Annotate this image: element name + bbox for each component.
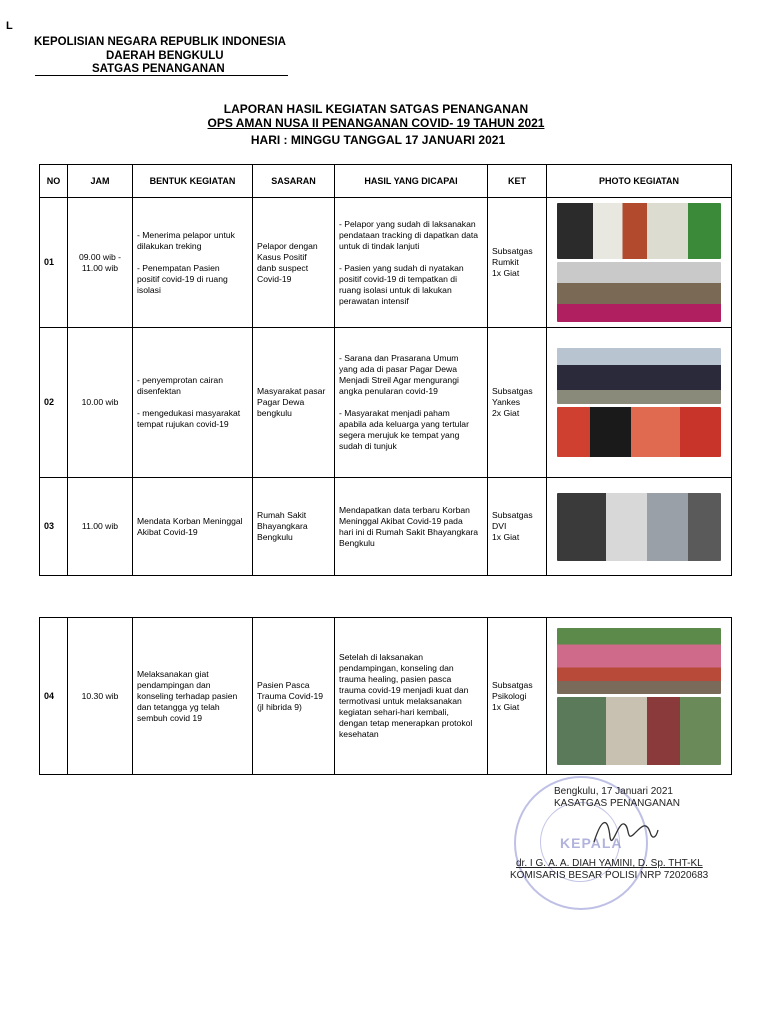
col-header-photo: PHOTO KEGIATAN bbox=[547, 165, 732, 198]
row-hasil: Setelah di laksanakan pendampingan, konseling dan trauma healing, pasien pasca trauma covid-19 menjadi kuat dan termotivasi untuk melaksanakan kegiatan sehari-hari kembali, dengan tetap menerapkan protokol kesehatan bbox=[335, 618, 488, 775]
activity-photo bbox=[557, 348, 721, 404]
col-header-hasil: HASIL YANG DICAPAI bbox=[335, 165, 488, 198]
row-hasil: Mendapatkan data terbaru Korban Meninggal Akibat Covid-19 pada hari ini di Rumah Sakit Bhayangkara Bengkulu bbox=[335, 478, 488, 576]
row-ket: Subsatgas Psikologi 1x Giat bbox=[488, 618, 547, 775]
activity-table-continued bbox=[39, 617, 732, 775]
activity-photo bbox=[557, 262, 721, 322]
col-header-bentuk: BENTUK KEGIATAN bbox=[133, 165, 253, 198]
row-bentuk: Mendata Korban Meninggal Akibat Covid-19 bbox=[133, 478, 253, 576]
col-header-no: NO bbox=[40, 165, 68, 198]
col-header-ket: KET bbox=[488, 165, 547, 198]
activity-photo bbox=[557, 628, 721, 694]
table-row bbox=[40, 478, 732, 576]
row-bentuk: - penyemprotan cairan disenfektan - mengedukasi masyarakat tempat rujukan covid-19 bbox=[133, 328, 253, 478]
activity-photo bbox=[557, 697, 721, 765]
institution-header bbox=[34, 36, 294, 77]
row-sasaran: Rumah Sakit Bhayangkara Bengkulu bbox=[253, 478, 335, 576]
row-photos bbox=[547, 198, 732, 328]
header-underline bbox=[35, 75, 288, 76]
row-hasil: - Sarana dan Prasarana Umum yang ada di pasar Pagar Dewa Menjadi Streil Agar mengurangi angka penularan covid-19 - Masyarakat menjadi paham apabila ada keluarga yang tertular segera merujuk ke tempat yang sudah di tunjuk bbox=[335, 328, 488, 478]
row-jam: 10.30 wib bbox=[68, 618, 133, 775]
row-ket: Subsatgas DVI 1x Giat bbox=[488, 478, 547, 576]
row-ket: Subsatgas Yankes 2x Giat bbox=[488, 328, 547, 478]
row-photos bbox=[547, 328, 732, 478]
row-jam: 09.00 wib - 11.00 wib bbox=[68, 198, 133, 328]
signatory-name: dr. I G. A. A. DIAH YAMINI, D. Sp. THT-KL bbox=[516, 858, 703, 869]
signature-place-date: Bengkulu, 17 Januari 2021 bbox=[554, 786, 673, 797]
corner-mark: L bbox=[6, 20, 13, 32]
table-header-row bbox=[40, 165, 732, 198]
row-ket: Subsatgas Rumkit 1x Giat bbox=[488, 198, 547, 328]
row-photos bbox=[547, 478, 732, 576]
row-hasil: - Pelapor yang sudah di laksanakan pendataan tracking di dapatkan data untuk di tindak lanjuti - Pasien yang sudah di nyatakan positif covid-19 di tempatkan di ruang isolasi untuk di lakukan perawatan intensif bbox=[335, 198, 488, 328]
row-sasaran: Masyarakat pasar Pagar Dewa bengkulu bbox=[253, 328, 335, 478]
row-sasaran: Pasien Pasca Trauma Covid-19 (jl hibrida 9) bbox=[253, 618, 335, 775]
col-header-jam: JAM bbox=[68, 165, 133, 198]
activity-photo bbox=[557, 203, 721, 259]
row-jam: 10.00 wib bbox=[68, 328, 133, 478]
table-row bbox=[40, 618, 732, 775]
stamp-text: KEPALA bbox=[560, 835, 623, 851]
row-no: 02 bbox=[40, 328, 68, 478]
row-bentuk: Melaksanakan giat pendampingan dan konseling terhadap pasien dan tetangga yg telah sembuh covid 19 bbox=[133, 618, 253, 775]
row-sasaran: Pelapor dengan Kasus Positif danb suspect Covid-19 bbox=[253, 198, 335, 328]
handwritten-signature bbox=[590, 812, 660, 852]
row-no: 04 bbox=[40, 618, 68, 775]
activity-table bbox=[39, 164, 732, 576]
report-date: HARI : MINGGU TANGGAL 17 JANUARI 2021 bbox=[250, 133, 506, 147]
activity-photo bbox=[557, 493, 721, 561]
row-no: 01 bbox=[40, 198, 68, 328]
col-header-sasaran: SASARAN bbox=[253, 165, 335, 198]
header-line-1: KEPOLISIAN NEGARA REPUBLIK INDONESIA bbox=[34, 36, 286, 48]
row-no: 03 bbox=[40, 478, 68, 576]
signature-position: KASATGAS PENANGANAN bbox=[554, 798, 680, 809]
signatory-rank: KOMISARIS BESAR POLISI NRP 72020683 bbox=[510, 870, 709, 881]
table-row bbox=[40, 328, 732, 478]
table-row bbox=[40, 198, 732, 328]
row-bentuk: - Menerima pelapor untuk dilakukan treking - Penempatan Pasien positif covid-19 di ruang isolasi bbox=[133, 198, 253, 328]
activity-photo bbox=[557, 407, 721, 457]
row-jam: 11.00 wib bbox=[68, 478, 133, 576]
header-line-3: SATGAS PENANGANAN bbox=[92, 63, 225, 75]
report-title: LAPORAN HASIL KEGIATAN SATGAS PENANGANAN bbox=[223, 102, 529, 116]
report-subtitle: OPS AMAN NUSA II PENANGANAN COVID- 19 TAHUN 2021 bbox=[207, 116, 545, 130]
row-photos bbox=[547, 618, 732, 775]
header-line-2: DAERAH BENGKULU bbox=[106, 49, 224, 62]
